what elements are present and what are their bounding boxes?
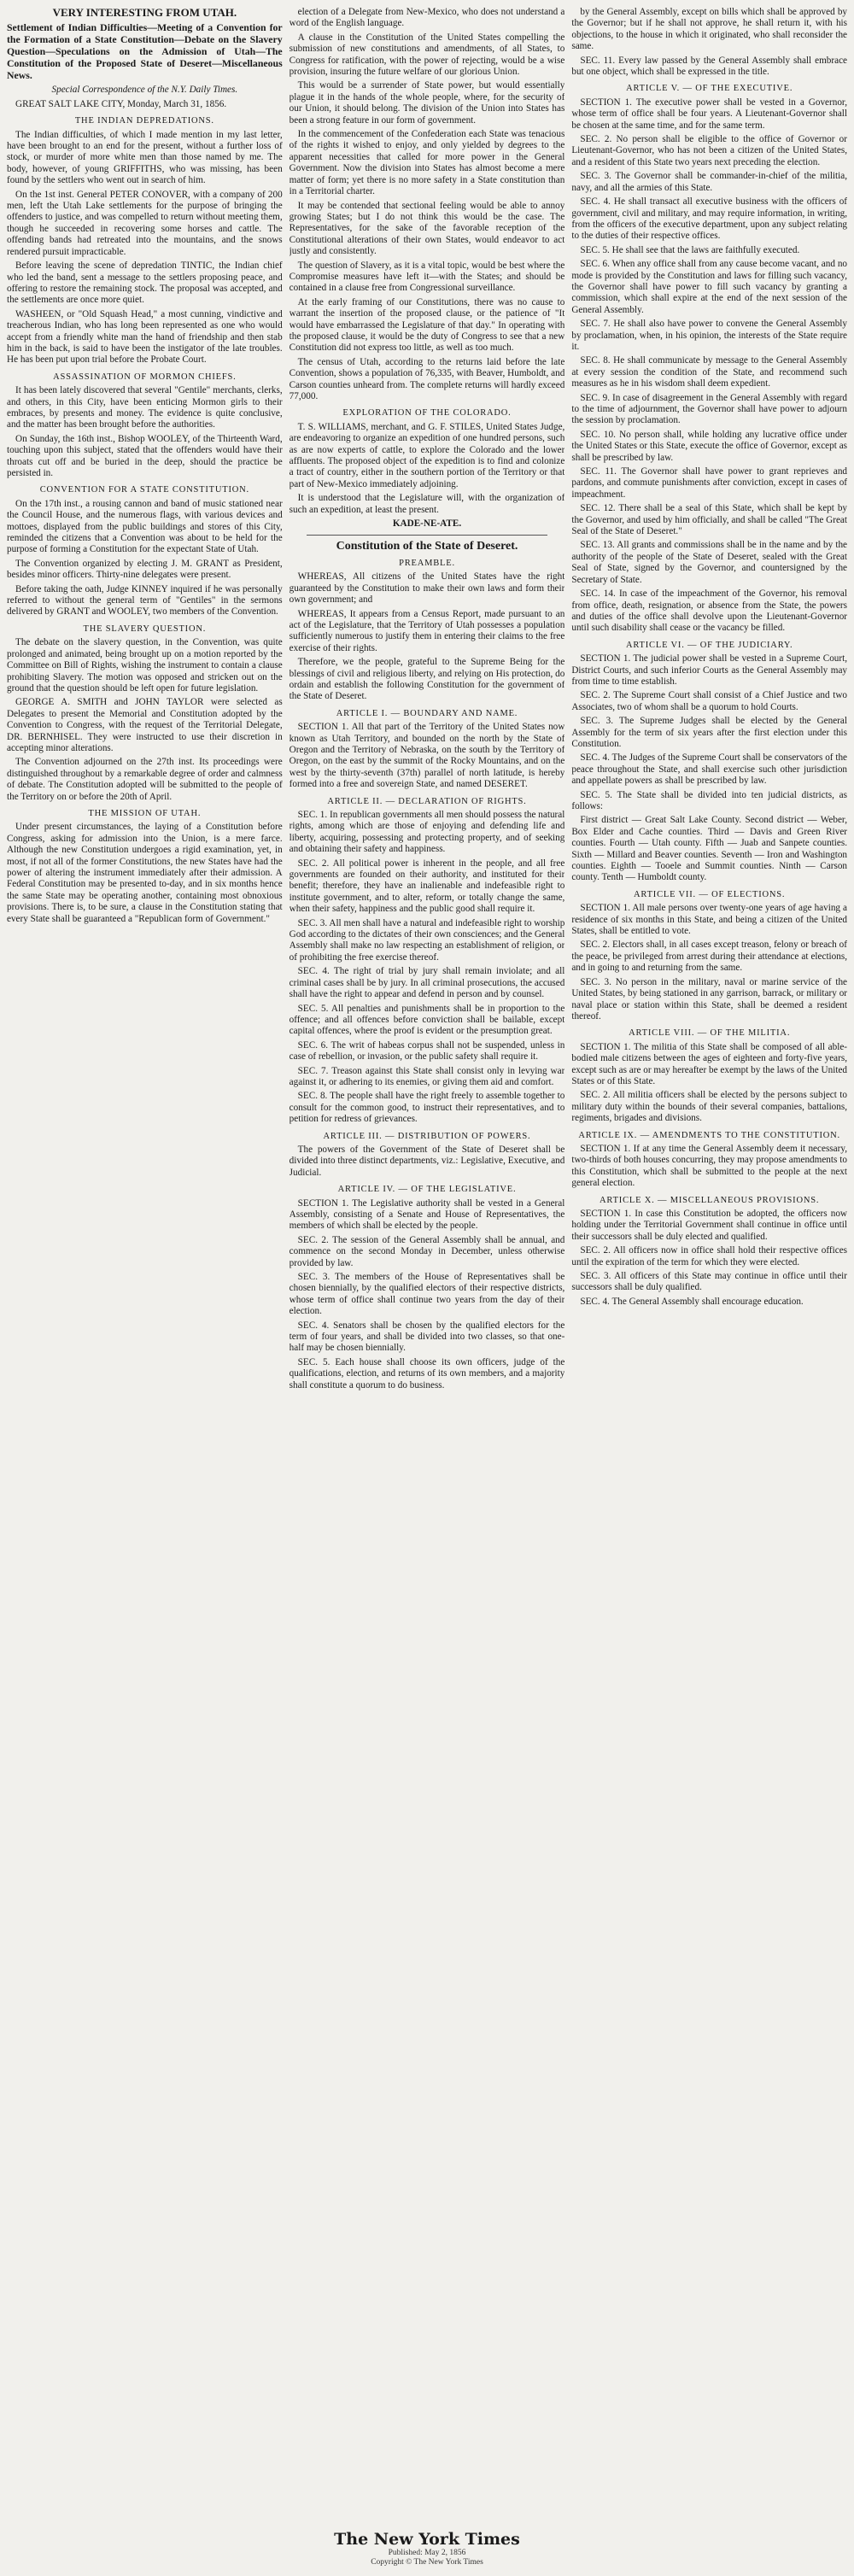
paragraph: SEC. 3. All men shall have a natural and indefeasible right to worship God according to the dictates of their own consciences; and the General Assembly shall make no law respecting an establishment of religion, or of prohibiting the free exercise thereof. bbox=[289, 917, 565, 963]
correspondent-line: Special Correspondence of the N.Y. Daily Times. bbox=[51, 85, 238, 96]
section-heading: ARTICLE VI. — OF THE JUDICIARY. bbox=[625, 640, 793, 650]
section-heading: ARTICLE IX. — AMENDMENTS TO THE CONSTITUTION. bbox=[578, 1130, 840, 1140]
paragraph: The Convention organized by electing J. M. GRANT as President, besides minor officers. Thirty-nine delegates were present. bbox=[7, 558, 283, 581]
section-heading: THE SLAVERY QUESTION. bbox=[83, 624, 207, 634]
masthead-logo: The New York Times bbox=[334, 2530, 520, 2549]
paragraph: First district — Great Salt Lake County. Second district — Weber, Box Elder and Cache counties. Third — Davis and Green River counties. Fourth — Utah county. Fifth — Juab and Sanpete counties. Sixth — Millard and Beaver counties. Seventh — Iron and Washington counties. Eighth — Tooele and Summit counties. Ninth — Carson county. Tenth — Humboldt county. bbox=[571, 815, 848, 883]
section-heading: ARTICLE III. — DISTRIBUTION OF POWERS. bbox=[323, 1131, 531, 1141]
paragraph: SEC. 3. No person in the military, naval or marine service of the United States, by being stationed in any garrison, barrack, or military or naval place or station within this State, shall be deemed a resident thereof. bbox=[571, 976, 848, 1022]
paragraph: SEC. 3. The Supreme Judges shall be elected by the General Assembly for the term of six years after the first election under this Constitution. bbox=[571, 716, 848, 749]
paragraph: SEC. 1. In republican governments all men should possess the natural rights, among which are those of enjoying and defending life and liberty, acquiring, possessing and protecting property, and of seeking and obtaining their safety and happiness. bbox=[289, 810, 565, 855]
paragraph: SEC. 12. There shall be a seal of this State, which shall be kept by the Governor, and used by him officially, and shall be called "The Great Seal of the State of Deseret." bbox=[571, 503, 848, 537]
paragraph: SEC. 3. The members of the House of Representatives shall be chosen biennially, by the qualified electors of their respective districts, whose term of office shall continue two years from the day of their election. bbox=[289, 1272, 565, 1317]
paragraph: It may be contended that sectional feeling would be able to annoy growing States; but I do not think this would be the case. The Representatives, for the sake of the favorable reception of the Constitutional alterations of their own States, would endeavor to act justly and consistently. bbox=[289, 200, 565, 257]
paragraph: SECTION 1. All male persons over twenty-one years of age having a residence of six months in this State, and being a citizen of the United States, shall be entitled to vote. bbox=[571, 903, 848, 937]
paragraph: SECTION 1. The Legislative authority shall be vested in a General Assembly, consisting of a Senate and House of Representatives, the members of which shall be elected by the people. bbox=[289, 1197, 565, 1232]
constitution-heading: Constitution of the State of Deseret. bbox=[336, 540, 518, 553]
paragraph: On the 17th inst., a rousing cannon and band of music stationed near the Council House, and the numerous flags, with various devices and mottoes, displayed from the public buildings and stores of this City, reminded the citizens that a Convention was about to be held for the purpose of forming a Constitution for the expectant State of Utah. bbox=[7, 498, 283, 555]
column-1 bbox=[7, 7, 283, 2501]
paragraph: SEC. 2. The Supreme Court shall consist of a Chief Justice and two Associates, two of whom shall be a quorum to hold Courts. bbox=[571, 690, 848, 712]
paragraph: In the commencement of the Confederation each State was tenacious of the rights it wished to enjoy, and only yielded by degrees to the apparent necessities that called for more power in the General Government. Now the division into States has almost become a mere matter of form; yet there is no more safety in a State constitution than in a Territorial charter. bbox=[289, 129, 565, 197]
paragraph: WHEREAS, It appears from a Census Report, made pursuant to an act of the Legislature, that the Territory of Utah possesses a population sufficiently numerous to justify them in entering their claims to the free exercise of their rights. bbox=[289, 608, 565, 653]
paragraph: SEC. 5. The State shall be divided into ten judicial districts, as follows: bbox=[571, 789, 848, 811]
section-heading: ASSASSINATION OF MORMON CHIEFS. bbox=[53, 372, 237, 382]
paragraph: This would be a surrender of State power, but would essentially plague it in the hands of the whole people, where, for the security of our Union, it should belong. The division of the Union into States has been a strong feature in our form of government. bbox=[289, 80, 565, 126]
paragraph: SECTION 1. If at any time the General Assembly deem it necessary, two-thirds of both houses concurring, they may propose amendments to this Constitution, which shall be submitted to the people at the next general election. bbox=[571, 1143, 848, 1189]
paragraph: SEC. 11. The Governor shall have power to grant reprieves and pardons, and commute punishments after conviction, except in cases of impeachment. bbox=[571, 466, 848, 500]
paragraph: SEC. 7. Treason against this State shall consist only in levying war against it, or adhering to its enemies, or giving them aid and comfort. bbox=[289, 1065, 565, 1087]
paragraph: SEC. 4. Senators shall be chosen by the qualified electors for the term of four years, and shall be divided into two classes, so that one-half may be chosen biennially. bbox=[289, 1320, 565, 1354]
paragraph: SEC. 8. He shall communicate by message to the General Assembly at every session the condition of the State, and recommend such measures as he in his wisdom shall deem expedient. bbox=[571, 355, 848, 389]
section-heading: ARTICLE II. — DECLARATION OF RIGHTS. bbox=[327, 796, 527, 806]
article-deck: Settlement of Indian Difficulties—Meeting of a Convention for the Formation of a State Constitution—Debate on the Slavery Question—Speculations on the Admission of Utah—The Constitution of the Proposed State of Deseret—Miscellaneous News. bbox=[7, 21, 283, 82]
paragraph: WHEREAS, All citizens of the United States have the right guaranteed by the Constitution to make their own laws and form their own government; and bbox=[289, 571, 565, 606]
paragraph: At the early framing of our Constitutions, there was no cause to warrant the insertion of the proposed clause, or the patience of "It would have embarrassed the Legislature of that day." In operating with the proposed clause, it would be the duty of Congress to see that a new Constitution did not express too little, as well as too much. bbox=[289, 296, 565, 354]
publish-date: Published: May 2, 1856 bbox=[388, 2549, 466, 2557]
article-columns bbox=[7, 7, 847, 2501]
paragraph: SEC. 11. Every law passed by the General Assembly shall embrace but one object, which shall be expressed in the title. bbox=[571, 55, 848, 78]
paragraph: SECTION 1. The judicial power shall be vested in a Supreme Court, District Courts, and such inferior Courts as the General Assembly may from time to time establish. bbox=[571, 653, 848, 687]
signature: KADE-NE-ATE. bbox=[392, 518, 462, 530]
paragraph: SEC. 10. No person shall, while holding any lucrative office under the United States or this State, execute the office of Governor, except as shall be prescribed by law. bbox=[571, 429, 848, 463]
paragraph: SEC. 5. All penalties and punishments shall be in proportion to the offence; and all offences before conviction shall be bailable, except capital offences, where the proof is evident or the presumption great. bbox=[289, 1003, 565, 1037]
section-heading: EXPLORATION OF THE COLORADO. bbox=[342, 408, 512, 419]
paragraph: SEC. 13. All grants and commissions shall be in the name and by the authority of the people of the State of Deseret, sealed with the Great Seal of State, signed by the Governor, and countersigned by the Secretary of State. bbox=[571, 540, 848, 585]
section-heading: ARTICLE VII. — OF ELECTIONS. bbox=[634, 889, 786, 899]
paragraph: election of a Delegate from New-Mexico, who does not understand a word of the English language. bbox=[289, 7, 565, 29]
section-heading: ARTICLE V. — OF THE EXECUTIVE. bbox=[626, 84, 793, 94]
paragraph: SEC. 4. The right of trial by jury shall remain inviolate; and all criminal cases shall be by jury. In all criminal prosecutions, the accused shall have the right to appear and defend in person and by counsel. bbox=[289, 966, 565, 1000]
paragraph: SEC. 2. No person shall be eligible to the office of Governor or Lieutenant-Governor, who has not been a citizen of the United States, and a resident of this State two years next preceding the election. bbox=[571, 134, 848, 167]
paragraph: T. S. WILLIAMS, merchant, and G. F. STILES, United States Judge, are endeavoring to organize an expedition of one hundred persons, such as are now experts of cattle, to explore the Colorado and the lower affluents. The proposed object of the expedition is to find and colonize a tract of country, either in the southern portion of the Territory or that part of New-Mexico immediately adjoining. bbox=[289, 421, 565, 489]
section-heading: ARTICLE I. — BOUNDARY AND NAME. bbox=[336, 708, 518, 718]
paragraph: SEC. 2. All militia officers shall be elected by the persons subject to military duty within the bounds of their several companies, battalions, regiments, brigades and divisions. bbox=[571, 1090, 848, 1124]
section-heading: ARTICLE IV. — OF THE LEGISLATIVE. bbox=[337, 1185, 517, 1195]
section-heading: PREAMBLE. bbox=[399, 558, 455, 568]
paragraph: SEC. 5. He shall see that the laws are faithfully executed. bbox=[580, 244, 800, 255]
divider bbox=[307, 535, 548, 536]
section-heading: THE INDIAN DEPREDATIONS. bbox=[74, 116, 214, 126]
paragraph: The Convention adjourned on the 27th inst. Its proceedings were distinguished throughout by a remarkable degree of order and calmness of debate. The Constitution adopted will be submitted to the people of the Territory on or before the 20th of April. bbox=[7, 757, 283, 802]
paragraph: On the 1st inst. General PETER CONOVER, with a company of 200 men, left the Utah Lake settlements for the purpose of bringing the offenders to justice, and was compelled to return without meeting them, though he succeeded in recovering some horses and cattle. The offending bands had retreated into the mountains, and the snows rendered pursuit impracticable. bbox=[7, 189, 283, 257]
paragraph: Under present circumstances, the laying of a Constitution before Congress, asking for admission into the Union, is a mere farce. Although the new Constitution undergoes a rigid examination, yet, in most, if not all of the former Constitutions, the new States have had the power of altering the instrument immediately after their admission. A Federal Constitution may be presented to-day, and in six months hence the same State may be operating another, containing most obnoxious provisions. There is, to be sure, a clause in the Constitution stating that every State shall be guaranteed a "Republican form of Government." bbox=[7, 822, 283, 924]
section-heading: ARTICLE VIII. — OF THE MILITIA. bbox=[629, 1028, 791, 1039]
section-heading: CONVENTION FOR A STATE CONSTITUTION. bbox=[39, 485, 249, 495]
dateline: GREAT SALT LAKE CITY, Monday, March 31, 1856. bbox=[15, 98, 227, 109]
paragraph: The Indian difficulties, of which I made mention in my last letter, have been brought to an end for the present, without a further loss of stock, or murder of more white men than those named by me. The body, however, of young GRIFFITHS, who was missing, has been found by the settlers who went out in search of him. bbox=[7, 129, 283, 186]
copyright-notice: Copyright © The New York Times bbox=[371, 2558, 483, 2567]
paragraph: The powers of the Government of the State of Deseret shall be divided into three distinct departments, viz.: Legislative, Executive, and Judicial. bbox=[289, 1144, 565, 1178]
paragraph: SEC. 3. The Governor shall be commander-in-chief of the militia, navy, and all the armies of this State. bbox=[571, 171, 848, 193]
paragraph: It is understood that the Legislature will, with the organization of such an expedition, at least the present. bbox=[289, 493, 565, 515]
paragraph: The census of Utah, according to the returns laid before the late Convention, shows a population of 76,335, with Beaver, Humboldt, and Carson counties unheard from. The complete returns will hardly exceed 77,000. bbox=[289, 356, 565, 401]
paragraph: SEC. 7. He shall also have power to convene the General Assembly by proclamation, when, in his opinion, the interests of the State require it. bbox=[571, 319, 848, 352]
paragraph: It has been lately discovered that several "Gentile" merchants, clerks, and others, in this City, have been enticing Mormon girls to their embraces, by presents and money. The evidence is quite conclusive, and the matter has been brought before the authorities. bbox=[7, 385, 283, 430]
paragraph: SEC. 2. All political power is inherent in the people, and all free governments are founded on their authority, and instituted for their benefit; therefore, they have an inalienable and indefeasible right to institute government, and to alter, reform, or totally change the same, when their safety, happiness and the public good shall require it. bbox=[289, 858, 565, 915]
page-footer bbox=[0, 2530, 854, 2567]
paragraph: SEC. 4. The Judges of the Supreme Court shall be conservators of the peace throughout the State, and shall exercise such other jurisdiction and appellate powers as shall be prescribed by law. bbox=[571, 752, 848, 787]
article-headline: VERY INTERESTING FROM UTAH. bbox=[52, 7, 237, 19]
paragraph: SEC. 14. In case of the impeachment of the Governor, his removal from office, death, resignation, or absence from the State, the powers and duties of the office shall devolve upon the Lieutenant-Governor until such disability shall cease or the vacancy be filled. bbox=[571, 588, 848, 634]
paragraph: SECTION 1. The executive power shall be vested in a Governor, whose term of office shall be four years. A Lieutenant-Governor shall be chosen at the same time, and for the same term. bbox=[571, 97, 848, 131]
paragraph: The debate on the slavery question, in the Convention, was quite prolonged and animated, being brought up on a motion reported by the Committee on Bill of Rights, wishing the instrument to contain a clause prohibiting Slavery. The motion was opposed and stricken out on the ground that the question should be left open for future legislation. bbox=[7, 637, 283, 694]
paragraph: SEC. 2. Electors shall, in all cases except treason, felony or breach of the peace, be privileged from arrest during their attendance at elections, and in going to and returning from the same. bbox=[571, 940, 848, 974]
paragraph: A clause in the Constitution of the United States compelling the submission of new constitutions and amendments, of all States, to Congress for ratification, with the power of rejecting, would be a wise provision, insuring the future welfare of our glorious Union. bbox=[289, 32, 565, 78]
section-heading: THE MISSION OF UTAH. bbox=[88, 808, 202, 818]
paragraph: SEC. 9. In case of disagreement in the General Assembly with regard to the time of adjournment, the Governor shall have power to adjourn the session by proclamation. bbox=[571, 392, 848, 426]
paragraph: On Sunday, the 16th inst., Bishop WOOLEY, of the Thirteenth Ward, touching upon this subject, stated that the offenders would have their throats cut off and be buried in the deep, should the practice be persisted in. bbox=[7, 433, 283, 478]
column-2 bbox=[290, 7, 565, 2501]
paragraph: SEC. 4. The General Assembly shall encourage education. bbox=[580, 1296, 804, 1307]
paragraph: Before leaving the scene of depredation TINTIC, the Indian chief who led the band, sent a message to the settlers proposing peace, and offering to restore the remaining stock. The proposal was accepted, and the settlements are once more quiet. bbox=[7, 261, 283, 306]
paragraph: Before taking the oath, Judge KINNEY inquired if he was personally referred to without the general term of "Gentiles" in the sermons delivered by GRANT and WOOLEY, two members of the Convention. bbox=[7, 583, 283, 618]
paragraph: SECTION 1. The militia of this State shall be composed of all able-bodied male citizens between the ages of eighteen and forty-five years, except such as are or may hereafter be exempt by the laws of the United States or of this State. bbox=[571, 1041, 848, 1086]
paragraph: SECTION 1. All that part of the Territory of the United States now known as Utah Territory, and bounded on the north by the State of Oregon and the Territory of Nebraska, on the south by the Territory of Oregon, on the east by the summit of the Rocky Mountains, and on the west by the thirty-seventh (37th) parallel of north latitude, is hereby formed into a free and sovereign State, and named DESERET. bbox=[289, 722, 565, 790]
paragraph: SEC. 2. The session of the General Assembly shall be annual, and commence on the second Monday in December, unless otherwise provided by law. bbox=[289, 1234, 565, 1268]
paragraph: SEC. 6. The writ of habeas corpus shall not be suspended, unless in case of rebellion, or invasion, or the public safety shall require it. bbox=[289, 1039, 565, 1063]
paragraph: The question of Slavery, as it is a vital topic, would be best where the Compromise measures have left it—with the States; and should be contained in a clause free from Congressional surveillance. bbox=[289, 260, 565, 294]
paragraph: SEC. 4. He shall transact all executive business with the officers of government, civil and military, and may require information, in writing, from the officers of the executive department, upon any subject relating to the duties of their respective offices. bbox=[571, 196, 848, 242]
paragraph: SEC. 2. All officers now in office shall hold their respective offices until the expiration of the term for which they were elected. bbox=[571, 1245, 848, 1268]
paragraph: SEC. 6. When any office shall from any cause become vacant, and no mode is provided by the Constitution and laws for filling such vacancy, the Governor shall have power to fill such vacancy by granting a commission, which shall expire at the end of the next session of the General Assembly. bbox=[571, 259, 848, 315]
paragraph: SEC. 3. All officers of this State may continue in office until their successors shall be duly qualified. bbox=[571, 1271, 848, 1293]
paragraph: by the General Assembly, except on bills which shall be approved by the Governor; but if he shall not approve, he shall return it, with his objections, to the house in which it originated, who shall reconsider the same. bbox=[571, 7, 848, 52]
paragraph: WASHEEN, or "Old Squash Head," a most cunning, vindictive and treacherous Indian, who has long been represented as one who would accept from a friendly white man the hand of friendship and then stab him in the back, is said to have been the instigator of the late troubles. He has been put upon trial before the Probate Court. bbox=[7, 308, 283, 366]
paragraph: SEC. 5. Each house shall choose its own officers, judge of the qualifications, election, and returns of its own members, and a majority shall constitute a quorum to do business. bbox=[289, 1356, 565, 1390]
paragraph: SEC. 8. The people shall have the right freely to assemble together to consult for the common good, to instruct their representatives, and to petition for redress of grievances. bbox=[289, 1091, 565, 1125]
paragraph: SECTION 1. In case this Constitution be adopted, the officers now holding under the Territorial Government shall continue in office until their successors shall be duly elected and qualified. bbox=[571, 1209, 848, 1242]
paragraph: GEORGE A. SMITH and JOHN TAYLOR were selected as Delegates to present the Memorial and Constitution adopted by the Convention to Congress, with the request of the Territorial Delegate, DR. BERNHISEL. They were instructed to use their discretion in accepting minor alterations. bbox=[7, 697, 283, 753]
section-heading: ARTICLE X. — MISCELLANEOUS PROVISIONS. bbox=[600, 1195, 820, 1205]
column-3 bbox=[571, 7, 847, 2501]
paragraph: Therefore, we the people, grateful to the Supreme Being for the blessings of civil and religious liberty, and relying on His protection, do ordain and establish the following Constitution for the government of the State of Deseret. bbox=[289, 657, 565, 702]
